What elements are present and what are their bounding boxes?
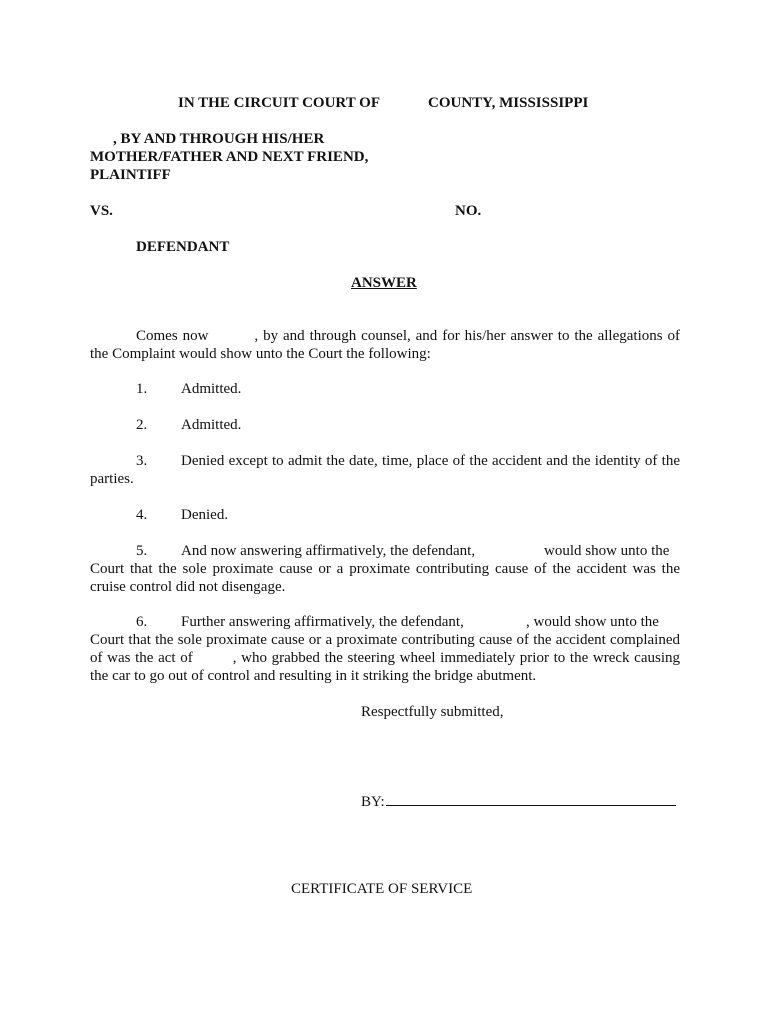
para6-line-3: [90, 649, 680, 667]
by-label: BY:: [361, 794, 385, 810]
document-title: ANSWER: [351, 275, 417, 291]
para6-text-b: , would show unto the: [526, 614, 659, 630]
item-text: Denied except to admit the date, time, place of the accident and the identity of the: [181, 453, 680, 469]
item-continuation: parties.: [90, 471, 134, 487]
case-number-label: NO.: [455, 203, 482, 219]
court-heading-suffix: COUNTY, MISSISSIPPI: [428, 95, 589, 111]
item-text: Denied.: [181, 507, 229, 523]
item-number: 3.: [136, 453, 148, 469]
plaintiff-line-3: PLAINTIFF: [90, 167, 171, 183]
para6-line-3a: of was the act of: [90, 650, 193, 666]
para6-line-4: the car to go out of control and resulting in it striking the bridge abutment.: [90, 668, 537, 684]
item-number: 1.: [136, 381, 148, 397]
item-text: Admitted.: [181, 381, 242, 397]
intro-line-1: [90, 327, 680, 345]
para5-line-3: cruise control did not disengage.: [90, 579, 286, 595]
item-text: Admitted.: [181, 417, 242, 433]
intro-line-2: the Complaint would show unto the Court the following:: [90, 346, 431, 362]
intro-text-a: Comes now: [136, 328, 209, 344]
para6-number: 6.: [136, 614, 148, 630]
plaintiff-line-2: MOTHER/FATHER AND NEXT FRIEND,: [90, 149, 369, 165]
para5-text-b: would show unto the: [544, 543, 670, 559]
signature-line[interactable]: [386, 791, 676, 806]
defendant-label: DEFENDANT: [136, 239, 230, 255]
para6-line-3b: , who grabbed the steering wheel immediately prior to the wreck causing: [232, 650, 680, 666]
signature-block: [361, 791, 676, 811]
plaintiff-line-1: , BY AND THROUGH HIS/HER: [113, 131, 325, 147]
item-number: 2.: [136, 417, 148, 433]
respectfully-submitted: Respectfully submitted,: [361, 704, 504, 720]
versus-label: VS.: [90, 203, 113, 219]
para5-line-2: Court that the sole proximate cause or a proximate contributing cause of the accident was the: [90, 561, 680, 577]
intro-text-b: , by and through counsel, and for his/her answer to the allegations of: [254, 328, 681, 344]
item-number: 4.: [136, 507, 148, 523]
para6-text-a: Further answering affirmatively, the defendant,: [181, 614, 464, 630]
para5-number: 5.: [136, 543, 148, 559]
para5-text-a: And now answering affirmatively, the defendant,: [181, 543, 476, 559]
para6-line-2: Court that the sole proximate cause or a proximate contributing cause of the accident complained: [90, 632, 680, 648]
court-heading-prefix: IN THE CIRCUIT COURT OF: [178, 95, 381, 111]
certificate-heading: CERTIFICATE OF SERVICE: [291, 881, 473, 897]
